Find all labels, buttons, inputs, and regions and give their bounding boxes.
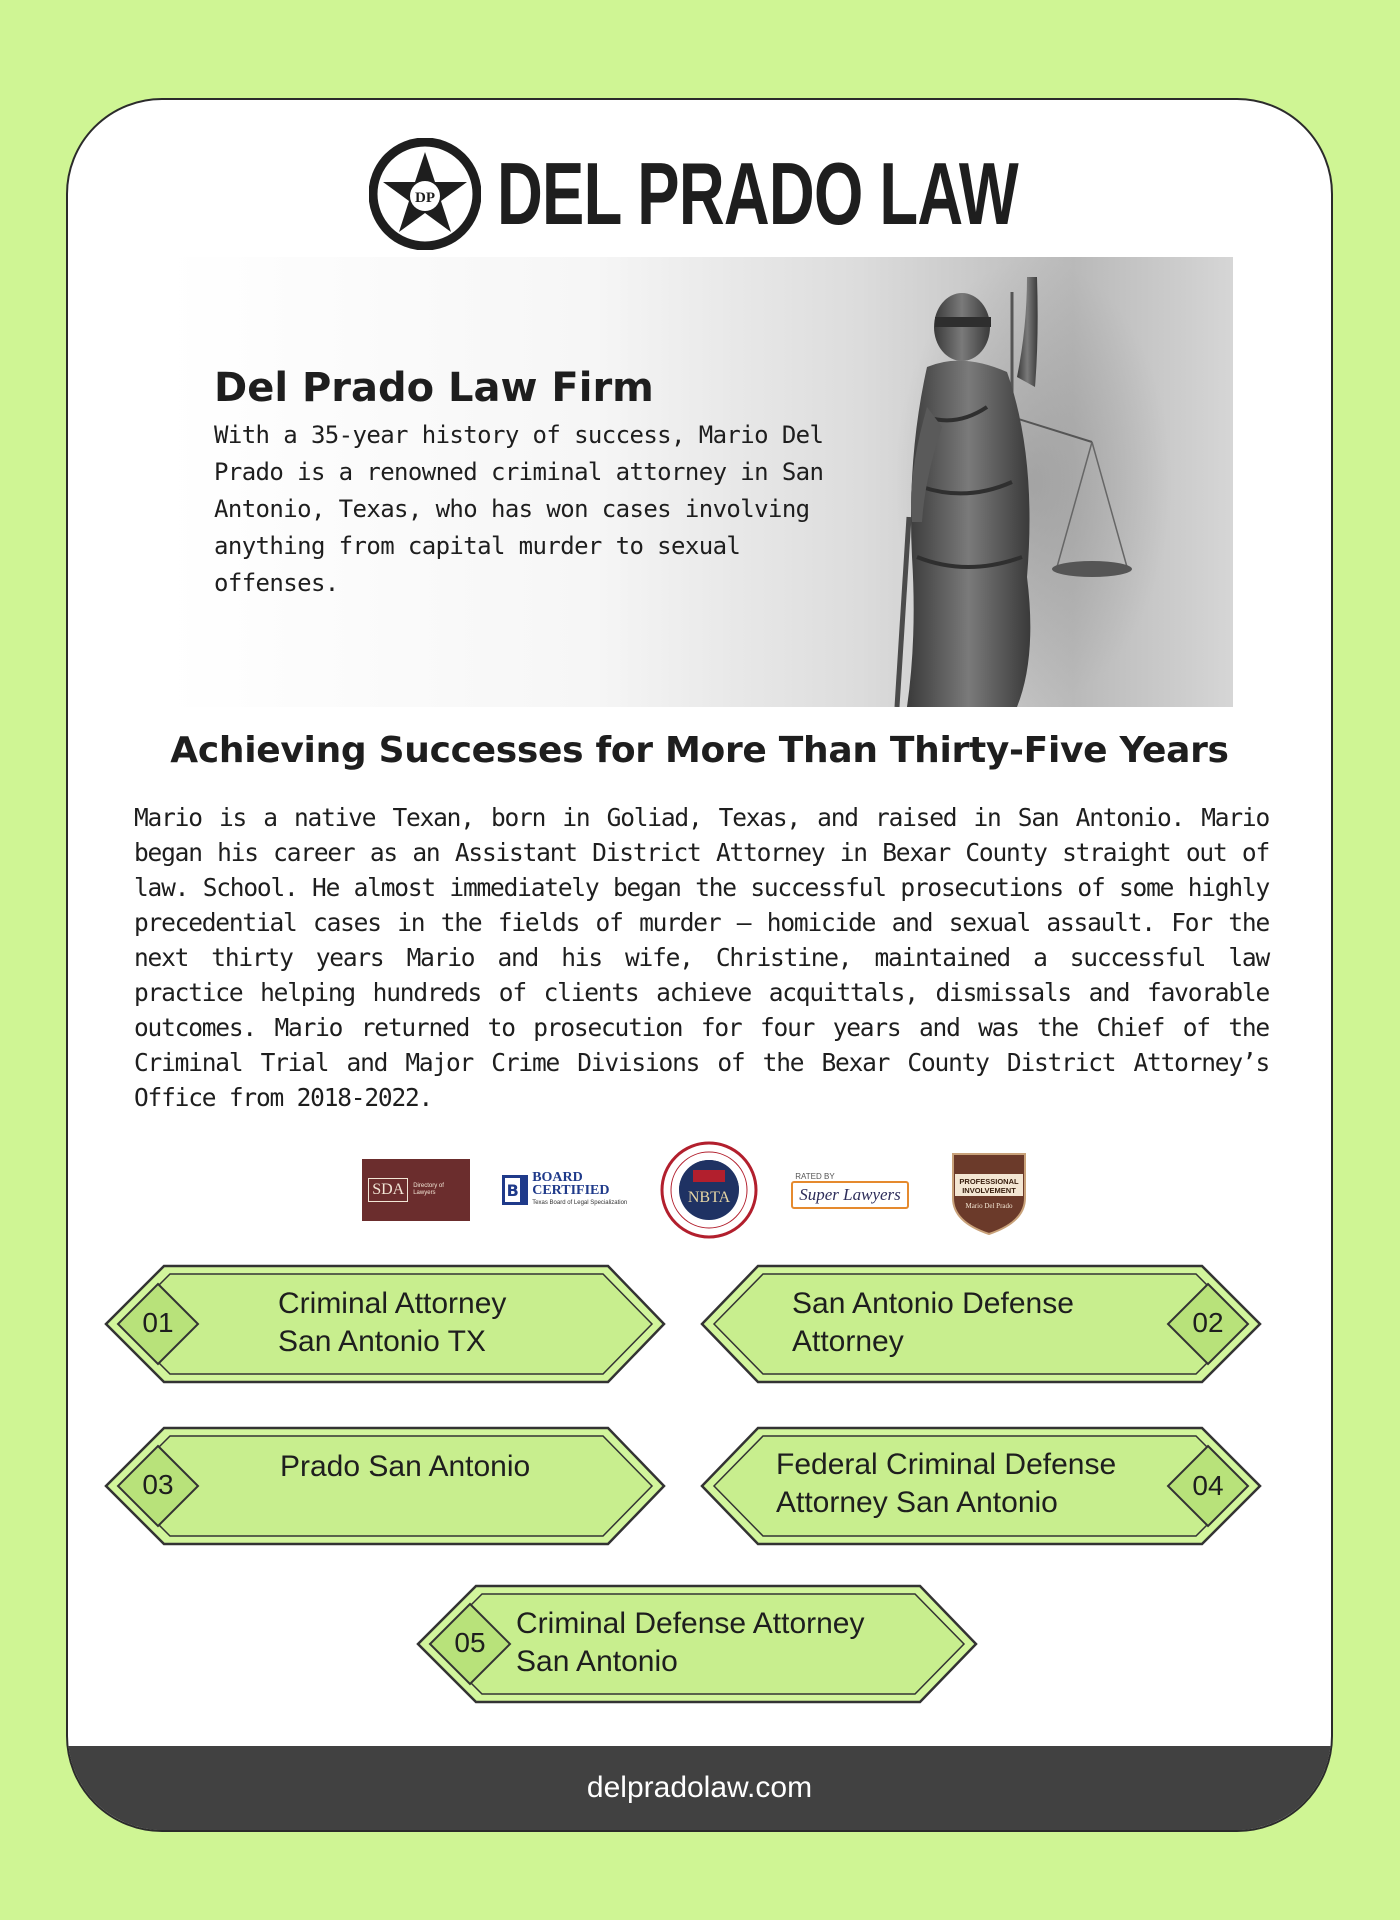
sda-badge bbox=[362, 1159, 470, 1221]
link-label-line1: Criminal Attorney bbox=[278, 1287, 507, 1320]
nbta-mark: NBTA bbox=[688, 1189, 731, 1206]
brand-name: DEL PRADO LAW bbox=[496, 144, 1018, 243]
section-title: Achieving Successes for More Than Thirty-Five Years bbox=[170, 730, 1229, 771]
board-certified-line2: CERTIFIED bbox=[532, 1182, 610, 1198]
hero-banner bbox=[167, 257, 1233, 707]
board-certified-badge bbox=[502, 1171, 627, 1210]
sda-badge-caption: Directory of Lawyers bbox=[413, 1183, 444, 1196]
lady-justice-statue-icon bbox=[887, 257, 1207, 707]
link-criminal-defense-attorney-san-antonio[interactable] bbox=[410, 1582, 982, 1706]
link-federal-criminal-defense-attorney[interactable] bbox=[696, 1424, 1268, 1548]
star-badge-icon bbox=[369, 138, 481, 250]
footer-bar bbox=[68, 1746, 1331, 1830]
board-certified-mark: B bbox=[502, 1175, 528, 1205]
link-label-line2: San Antonio bbox=[516, 1645, 678, 1678]
brand-logo[interactable] bbox=[68, 138, 1331, 250]
link-label-line1: Federal Criminal Defense bbox=[776, 1448, 1117, 1481]
nbta-seal-icon bbox=[659, 1140, 759, 1240]
link-number: 02 bbox=[1192, 1307, 1224, 1338]
link-label-line2: San Antonio TX bbox=[278, 1325, 486, 1358]
pi-line1: PROFESSIONAL bbox=[959, 1177, 1019, 1186]
link-label bbox=[280, 1448, 530, 1486]
logo-monogram: DP bbox=[414, 190, 435, 206]
link-label bbox=[776, 1446, 1116, 1522]
hero-title: Del Prado Law Firm bbox=[214, 365, 654, 411]
board-certified-sub: Texas Board of Legal Specialization bbox=[532, 1199, 628, 1206]
board-certified-text bbox=[532, 1171, 627, 1210]
link-prado-san-antonio[interactable] bbox=[98, 1424, 670, 1548]
website-link[interactable]: delpradolaw.com bbox=[586, 1771, 813, 1804]
super-lawyers-rated: RATED BY bbox=[795, 1171, 835, 1181]
link-label-line1: San Antonio Defense bbox=[792, 1287, 1074, 1320]
super-lawyers-name: Super Lawyers bbox=[791, 1181, 909, 1209]
link-label-line1: Criminal Defense Attorney bbox=[516, 1607, 865, 1640]
content-card bbox=[66, 98, 1333, 1832]
link-label bbox=[516, 1605, 865, 1681]
pi-line2: INVOLVEMENT bbox=[961, 1186, 1016, 1195]
hero-description: With a 35-year history of success, Mario Del Prado is a renowned criminal attorney in San Antonio, Texas, who has won cases involving anything from capital murder to sexual offenses. bbox=[214, 421, 824, 597]
link-criminal-attorney-san-antonio-tx[interactable] bbox=[98, 1262, 670, 1386]
sda-badge-label: SDA bbox=[368, 1178, 408, 1202]
link-number: 05 bbox=[454, 1627, 486, 1658]
credentials-badges bbox=[68, 1140, 1331, 1240]
pi-name: Mario Del Prado bbox=[965, 1202, 1013, 1210]
link-number: 04 bbox=[1192, 1470, 1224, 1501]
professional-involvement-shield-icon bbox=[941, 1144, 1037, 1236]
link-label bbox=[792, 1285, 1074, 1361]
link-label-line1: Prado San Antonio bbox=[280, 1450, 531, 1483]
link-san-antonio-defense-attorney[interactable] bbox=[696, 1262, 1268, 1386]
board-certified-line1: BOARD bbox=[532, 1169, 583, 1185]
link-label-line2: Attorney bbox=[792, 1325, 904, 1358]
link-label bbox=[278, 1285, 506, 1361]
link-number: 03 bbox=[142, 1469, 174, 1500]
link-label-line2: Attorney San Antonio bbox=[776, 1486, 1058, 1519]
link-number: 01 bbox=[142, 1307, 174, 1338]
section-body: Mario is a native Texan, born in Goliad, Texas, and raised in San Antonio. Mario began his career as an Assistant District Attorney in Bexar County straight out of law. School. He almost immediately began the successful prosecutions of some highly precedential cases in the fields of murder – homicide and sexual assault. For the next thirty years Mario and his wife, Christine, maintained a successful law practice helping hundreds of clients achieve acquittals, dismissals and favorable outcomes. Mario returned to prosecution for four years and was the Chief of the Criminal Trial and Major Crime Divisions of the Bexar County District Attorney’s Office from 2018-2022. bbox=[134, 803, 1269, 1112]
super-lawyers-badge bbox=[791, 1172, 909, 1209]
